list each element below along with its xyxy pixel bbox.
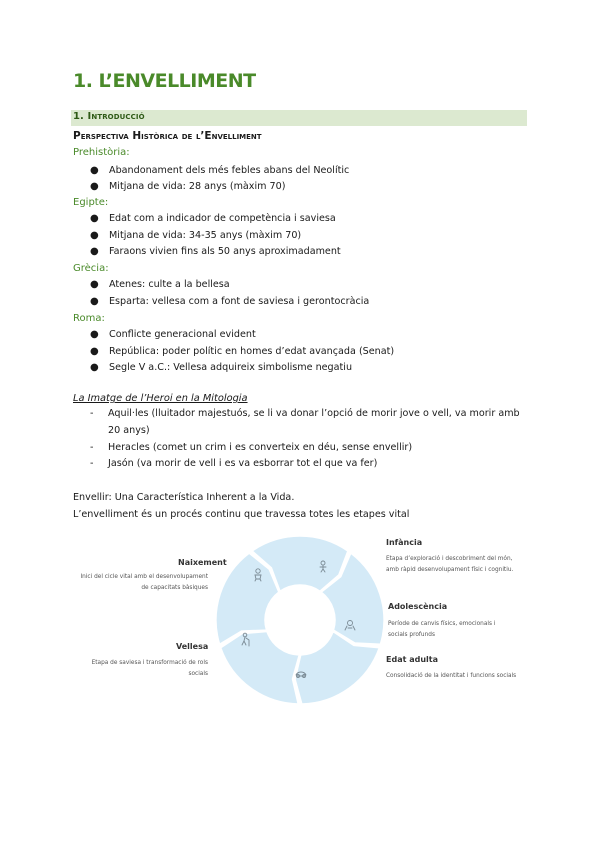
- subsection-title: Perspectiva Històrica de l’Envelliment: [73, 130, 262, 142]
- era-heading-rome: Roma:: [73, 313, 105, 324]
- list-item: ● Mitjana de vida: 28 anys (màxim 70): [90, 181, 286, 192]
- stage-desc-naixement: Inici del cicle vital amb el desenvolupament de capacitats bàsiques: [80, 574, 208, 591]
- list-item: ● Atenes: culte a la bellesa: [90, 279, 230, 290]
- list-item: - Heracles (comet un crim i es converteix en déu, sense envellir): [90, 442, 413, 453]
- era-heading-egypt: Egipte:: [73, 197, 109, 208]
- stage-title-vellesa: Vellesa: [176, 642, 209, 651]
- list-item: ● Esparta: vellesa com a font de saviesa i gerontocràcia: [90, 296, 370, 307]
- list-item: ● Conflicte generacional evident: [90, 329, 256, 340]
- segment-vellesa: [221, 632, 300, 704]
- myth-heading: La Imatge de l’Heroi en la Mitologia: [73, 393, 248, 404]
- era-heading-prehistory: Prehistòria:: [73, 147, 130, 158]
- closing-line-1: Envellir: Una Característica Inherent a la Vida.: [73, 492, 295, 503]
- list-item: ● Faraons vivien fins als 50 anys aproximadament: [90, 246, 341, 257]
- stage-title-naixement: Naixement: [178, 558, 227, 567]
- life-cycle-diagram: [0, 530, 600, 710]
- list-item: - Aquil·les (lluitador majestuós, se li va donar l’opció de morir jove o vell, va morir amb 20 anys): [90, 408, 520, 436]
- list-item: ● Edat com a indicador de competència i saviesa: [90, 213, 336, 224]
- stage-desc-adolescencia: Període de canvis físics, emocionals i socials profunds: [388, 621, 496, 638]
- stage-title-infancia: Infància: [386, 538, 423, 547]
- list-item: - Jasón (va morir de vell i es va esborrar tot el que va fer): [90, 458, 378, 469]
- stage-desc-edat-adulta: Consolidació de la identitat i funcions socials: [386, 673, 517, 679]
- list-item: ● Mitjana de vida: 34-35 anys (màxim 70): [90, 230, 302, 241]
- section-heading-bar: [71, 110, 527, 126]
- stage-title-edat-adulta: Edat adulta: [386, 655, 438, 664]
- stage-desc-infancia: Etapa d’exploració i descobriment del món, amb ràpid desenvolupament físic i cognitiu.: [386, 556, 514, 573]
- list-item: ● Abandonament dels més febles abans del Neolític: [90, 165, 350, 176]
- closing-line-2: L’envelliment és un procés continu que travessa totes les etapes vital: [73, 509, 410, 520]
- page-title: 1. L’ENVELLIMENT: [73, 70, 256, 92]
- stage-desc-vellesa: Etapa de saviesa i transformació de rols socials: [91, 660, 208, 677]
- list-item: ● República: poder polític en homes d’edat avançada (Senat): [90, 346, 395, 357]
- section-heading: 1. Introducció: [73, 111, 145, 122]
- list-item: ● Segle V a.C.: Vellesa adquireix simbolisme negatiu: [90, 362, 353, 373]
- era-heading-greece: Grècia:: [73, 263, 109, 274]
- stage-title-adolescencia: Adolescència: [388, 602, 448, 611]
